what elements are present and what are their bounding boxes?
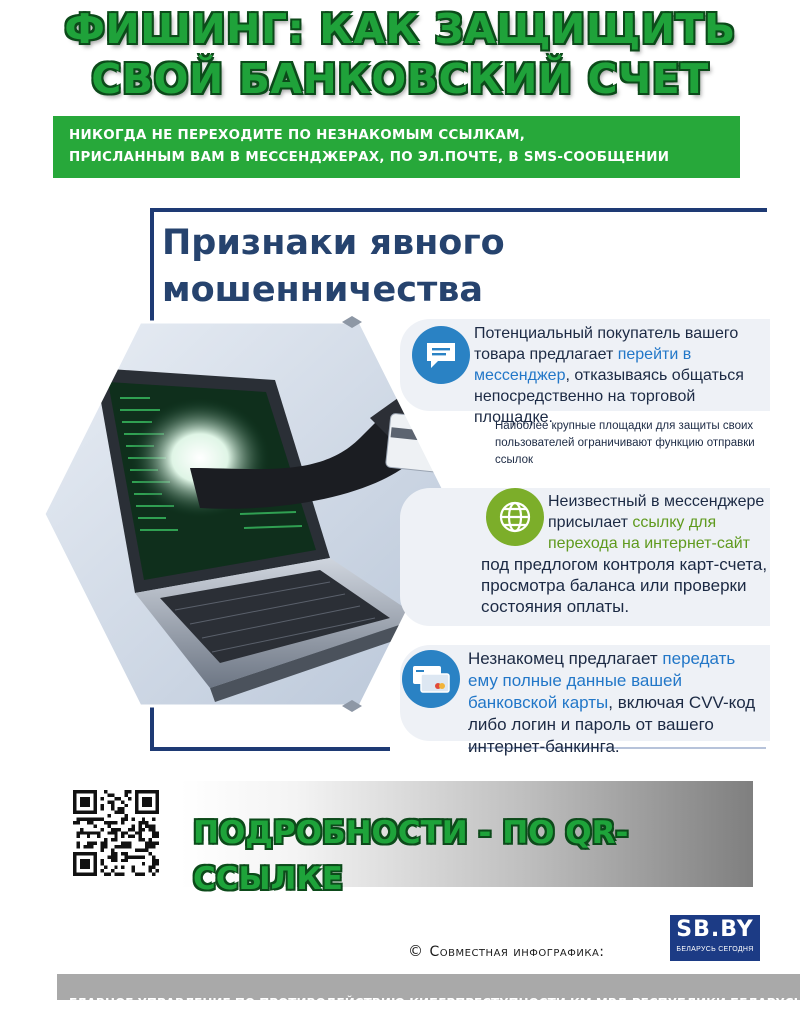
sign-3-text-after: , включая CVV-код либо логин и пароль от вашего интернет-банкинга. <box>468 693 756 756</box>
credit-line <box>408 940 658 963</box>
frame-top-border <box>150 208 767 212</box>
chat-bubble-icon <box>412 326 470 384</box>
warning-banner <box>53 116 740 178</box>
sign-2-text-before: Неизвестный в мессенджере присылает <box>548 493 765 531</box>
footer-bar <box>57 974 803 1010</box>
title-line-2: СВОЙ БАНКОВСКИЙ СЧЕТ <box>91 55 709 103</box>
title-line-1: ФИШИНГ: КАК ЗАЩИЩИТЬ <box>64 5 736 53</box>
hacker-laptop-illustration <box>40 318 460 710</box>
heading-line-1: Признаки явного <box>162 223 505 263</box>
bank-cards-icon <box>402 650 460 708</box>
sign-2-text-cont: под предлогом контроля карт-счета, просмотра баланса или проверки состояния оплаты. <box>481 555 768 616</box>
qr-code[interactable] <box>73 790 159 876</box>
credit-text: Совместная инфографика: <box>429 944 605 960</box>
frame-bottom-border <box>150 747 390 751</box>
copyright-symbol: © <box>408 942 424 960</box>
logo-main-text: SB.BY <box>676 917 754 942</box>
warning-line-2: ПРИСЛАННЫМ ВАМ В МЕССЕНДЖЕРАХ, ПО ЭЛ.ПОЧТЕ, В SMS-СООБЩЕНИИ <box>69 150 670 165</box>
section-heading <box>162 220 582 314</box>
warning-line-1: НИКОГДА НЕ ПЕРЕХОДИТЕ ПО НЕЗНАКОМЫМ ССЫЛКАМ, <box>69 128 526 143</box>
logo-sub-text: БЕЛАРУСЬ СЕГОДНЯ <box>676 946 754 953</box>
sign-3-text <box>468 648 758 758</box>
sign-1-text-before: Потенциальный покупатель вашего товара предлагает <box>474 325 739 363</box>
sign-1-highlight: перейти в мессенджер <box>474 346 692 384</box>
poster-title <box>0 4 800 104</box>
details-banner-text: ПОДРОБНОСТИ - ПО QR-ССЫЛКЕ <box>193 815 629 897</box>
globe-icon <box>486 488 544 546</box>
sign-1-text-after: , отказываясь общаться непосредственно на торговой площадке. <box>474 367 744 426</box>
sb-by-logo[interactable] <box>670 915 760 961</box>
sign-3-text-before: Незнакомец предлагает <box>468 649 663 668</box>
sign-2-highlight: ссылку для перехода на интернет-сайт <box>548 514 750 552</box>
sign-1-text <box>474 323 774 428</box>
footer-text: ГЛАВНОЕ УПРАВЛЕНИЕ ПО ПРОТИВОДЕЙСТВИЮ КИБЕРПРЕСТУПНОСТИ КМ МВД РЕСПУБЛИКИ БЕЛАРУСЬ <box>69 996 803 1010</box>
sign-2-text <box>548 491 768 554</box>
sign-1-note: Наиболее крупные площадки для защиты своих пользователей ограничивают функцию отправки ссылок <box>495 420 755 466</box>
heading-line-2: мошенничества <box>162 270 484 310</box>
sign-3-highlight: передать ему полные данные вашей банковской карты <box>468 649 736 712</box>
